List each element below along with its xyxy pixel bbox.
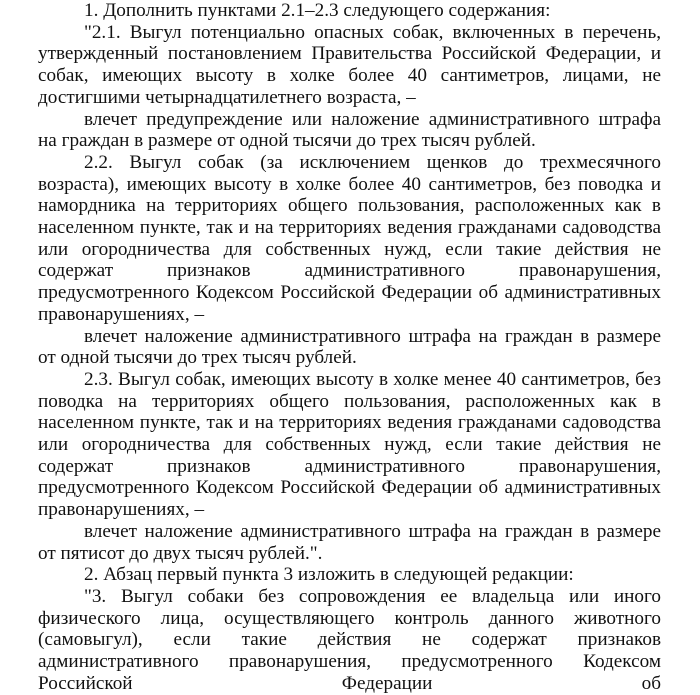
paragraph-amendment-1: 1. Дополнить пунктами 2.1–2.3 следующего содержания:	[84, 0, 551, 21]
paragraph-item-3: "3. Выгул собаки без сопровождения ее владельца или иного физического лица, осуществляющего контроль данного животного (самовыгул), если такие действия не содержат признаков административного правонарушения, предусмотренного Кодексом Российской Федерации об	[38, 585, 661, 694]
paragraph-item-2-2: 2.2. Выгул собак (за исключением щенков до трехмесячного возраста), имеющих высоту в холке более 40 сантиметров, без поводка и намордника на территориях общего пользования, расположенных как в населенном пункте, так и на территориях ведения гражданами садоводства или огородничества для собственных нужд, если такие действия не содержат признаков административного правонарушения, предусмотренного Кодексом Российской Федерации об административных правонарушениях, –	[38, 151, 661, 325]
paragraph-item-2-3: 2.3. Выгул собак, имеющих высоту в холке менее 40 сантиметров, без поводка на территориях общего пользования, расположенных как в населенном пункте, так и на территориях ведения гражданами садоводства или огородничества для собственных нужд, если такие действия не содержат признаков административного правонарушения, предусмотренного Кодексом Российской Федерации об административных правонарушениях, –	[38, 368, 661, 521]
document-page	[38, 0, 661, 695]
paragraph-item-2-1: "2.1. Выгул потенциально опасных собак, включенных в перечень, утвержденный постановлением Правительства Российской Федерации, и собак, имеющих высоту в холке более 40 сантиметров, лицами, не достигшими четырнадцатилетнего возраста, –	[38, 21, 661, 108]
paragraph-item-2-2-penalty: влечет наложение административного штрафа на граждан в размере от одной тысячи до трех тысяч рублей.	[38, 325, 661, 369]
paragraph-amendment-2: 2. Абзац первый пункта 3 изложить в следующей редакции:	[84, 564, 574, 586]
paragraph-item-2-1-penalty: влечет предупреждение или наложение административного штрафа на граждан в размере от одной тысячи до трех тысяч рублей.	[38, 108, 661, 152]
paragraph-item-2-3-penalty: влечет наложение административного штрафа на граждан в размере от пятисот до двух тысяч рублей.".	[38, 520, 661, 564]
